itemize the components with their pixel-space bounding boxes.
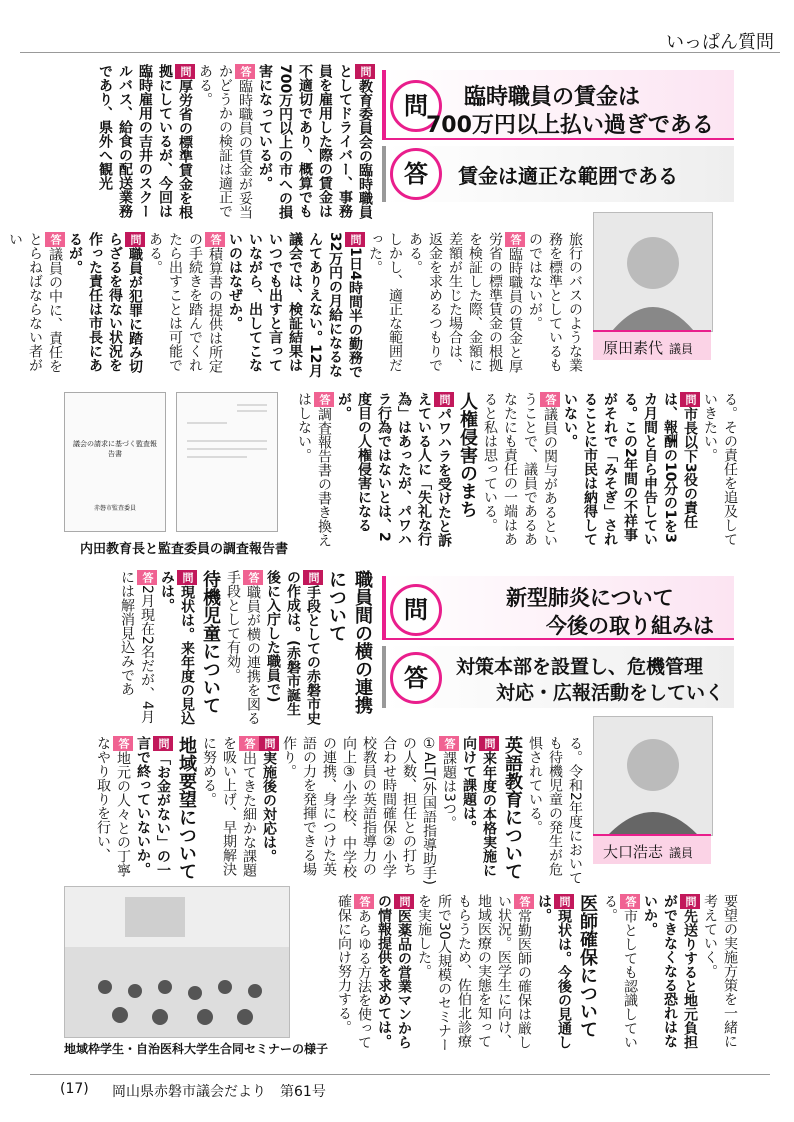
question-text: 市長以下3役の責任は、報酬の10分の1を3カ月間と自ら申告している。この2年間の不祥事がそれで「みそぎ」されることに市民は納得していない。 [562,392,698,546]
footer [30,1074,770,1105]
a-label: 答 [243,570,263,585]
q-label: 問 [125,232,145,247]
q-label: 問 [680,894,700,909]
question-text: 職員が犯罪に踏み切らざるを得ない状況を作った責任は市長にあるが。 [67,232,143,373]
article2-answer-box [382,646,734,708]
question-text: 医薬品の営業マンからの情報提供を求めては。 [376,894,412,1049]
q-label: 問 [259,736,279,751]
answer-mark-circle: 答 [390,652,442,704]
member-suffix: 議員 [669,342,694,356]
a-label: 答 [514,894,534,909]
body-text: 旅行のバスのような業務を標準としているものではないが。 [527,232,583,372]
bottom-right-text-block [300,894,740,1054]
heading-renkei: 職員間の横の連携について [326,570,373,714]
bottom-left-text-block-1 [85,570,375,730]
heading-chiiki: 地域要望について [176,736,197,880]
article1-question-title-1: 臨時職員の賃金は [464,85,641,110]
heading-ishi: 医師確保について [577,894,598,1038]
a-label: 答 [113,736,133,751]
seminar-caption: 地域枠学生・自治医科大学生合同セミナーの様子 [64,1042,329,1056]
document-lines-icon [177,393,277,531]
a-label: 答 [45,232,65,247]
article2-answer-title-1: 対策本部を設置し、危機管理 [456,656,704,678]
answer-text: 市としても認識している。 [602,894,638,1049]
report-document-issuer: 赤磐市監査委員 [93,505,136,512]
answer-text: 議員の関与があるということで、議員であるあなたにも責任の一端はあると私は思っている。 [482,392,558,547]
mid-left-text-block [7,232,585,382]
question-text: 現状は。来年度の見込みは。 [159,570,195,725]
question-text: 実施後の対応は。 [261,751,277,863]
question-text: 厚労省の標準賃金を根拠にしているが、今回は臨時雇用の吉井のスクールバス、給食の配送業務であり、県外へ観光 [97,64,193,219]
a-label: 答 [235,64,255,79]
top-left-text-block [85,64,375,224]
member-photo-oguchi [593,716,713,836]
answer-text: 2月現在2名だが、4月には解消見込みであ [119,570,155,724]
heading-taiki: 待機児童について [200,570,221,714]
report-document-1 [64,392,166,532]
answer-text: 積算書の提供は所定の手続きを踏んでくれたら出すことは可能である。 [147,232,223,373]
question-mark-circle: 問 [390,584,442,636]
article2-question-title-2: 今後の取り組みは [546,614,714,638]
member-name: 大口浩志 [603,843,664,861]
question-text: 1日4時間半の勤務で32万円の月給になるなんてありえない。12月議会では、検証結果はいつでも出すと言っていながら、出してこないのはなぜか。 [227,232,363,379]
report-caption: 内田教育長と監査委員の調査報告書 [80,542,289,557]
body-text: 要望の実施方策を一緒に考えていく。 [702,894,738,1048]
a-label: 答 [314,392,334,407]
question-text: パワハラを受けたと訴えている人に「失礼な行為」はあったが、パワハラ行為ではないとは、2度目の人権侵害になるが。 [336,392,452,547]
q-label: 問 [434,392,454,407]
question-text: 現状は。今後の見通しは。 [536,894,572,1049]
body-text: る。その責任を追及していきたい。 [702,392,738,546]
header-title: いっぱん質問 [666,32,774,53]
a-label: 答 [505,232,525,247]
q-label: 問 [554,894,574,909]
a-label: 答 [205,232,225,247]
person-portrait-icon [594,213,712,331]
a-label: 答 [620,894,640,909]
q-label: 問 [479,736,499,751]
member-suffix: 議員 [669,846,694,860]
person-portrait-icon [594,717,712,835]
member-name: 原田素代 [603,339,664,357]
question-text: 教育委員会の臨時職員としてドライバー、事務員を雇用した際の賃金は不適切であり、概算でも700万円以上の市への損害になっているが。 [257,64,373,220]
lower-right-text-block [296,392,740,552]
section-header [0,0,794,58]
article2-question-title-1: 新型肺炎について [506,586,674,610]
q-label: 問 [175,64,195,79]
q-label: 問 [394,894,414,909]
article1-answer-box [382,146,734,202]
article1-question-box [382,70,734,140]
article2-question-box [382,576,734,640]
q-label: 問 [303,570,323,585]
member-nameplate-harada [593,330,711,360]
answer-text: あらゆる方法を使って確保に向け努力する。 [336,894,372,1049]
a-label: 答 [354,894,374,909]
page-number: (17) [60,1081,89,1097]
a-label: 答 [137,570,157,585]
answer-text: 議員の中に、責任をとらねばならない者がい [7,232,63,373]
answer-text: 出てきた細かな課題を吸い上げ、早期解決に努める。 [201,736,257,877]
seminar-photo [64,886,290,1038]
q-label: 問 [177,570,197,585]
answer-text: 臨時職員の賃金と厚労省の標準賃金の根拠を検証した際、金額に差額が生じた場合は、返金を求めるつもりである。 [407,232,523,373]
question-text: 来年度の本格実施に向けて課題は。 [461,736,497,877]
question-mark-circle: 問 [390,80,442,132]
heading-eigo: 英語教育について [502,736,523,880]
report-document-2 [176,392,278,532]
q-label: 問 [355,64,375,79]
publication-name: 岡山県赤磐市議会だより 第61号 [112,1084,326,1100]
a-label: 答 [540,392,560,407]
body-text: る。令和2年度においても待機児童の発生が危惧されている。 [527,736,583,885]
question-text: 手段としての赤磐市史の作成は。(赤磐市誕生後に入庁した職員で) [265,570,321,725]
q-label: 問 [345,232,365,247]
answer-mark-circle: 答 [390,148,442,200]
q-label: 問 [153,736,173,751]
answer-text: 常勤医師の確保は厳しい状況。医学生に向け、地域医療の実態を知ってもらうため、佐伯北診療所で30人規模のセミナーを実施した。 [416,894,532,1052]
seminar-room-illustration [65,887,289,1037]
member-nameplate-oguchi [593,834,711,864]
article1-question-title-2: 700万円以上払い過ぎである [426,113,714,138]
member-photo-harada [593,212,713,332]
body-text: しかし、適正な範囲だった。 [367,232,403,372]
q-label: 問 [680,392,700,407]
answer-text: 課題は3つ。①ALT(外国語指導助手)の人数、担任との打ち合わせ時間確保②小学校教員の英語指導力の向上③小学校、中学校の連携、身につけた英語の力を発揮できる場作り。 [281,736,457,885]
answer-text: 職員が横の連携を図る手段として有効。 [225,570,261,725]
a-label: 答 [239,736,259,751]
answer-text: 臨時職員の賃金が妥当かどうかの検証は適正である。 [197,64,253,219]
report-document-title: 議会の請求に基づく監査報告書 [73,440,157,458]
question-text: 先送りすると地元負担ができなくなる恐れはないか。 [642,894,698,1049]
answer-text: 調査報告書の書き換えはしない。 [296,392,332,547]
a-label: 答 [439,736,459,751]
question-text: 「お金がない」の一言で終っていないか。 [135,736,171,877]
heading-jinken: 人権侵害のまち [457,392,478,518]
answer-text: 地元の人々との丁寧なやり取りを行い、 [95,736,131,877]
article1-answer-title: 賃金は適正な範囲である [458,164,678,188]
article2-answer-title-2: 対応・広報活動をしていく [496,682,725,704]
bottom-left-text-block-2 [85,736,585,886]
